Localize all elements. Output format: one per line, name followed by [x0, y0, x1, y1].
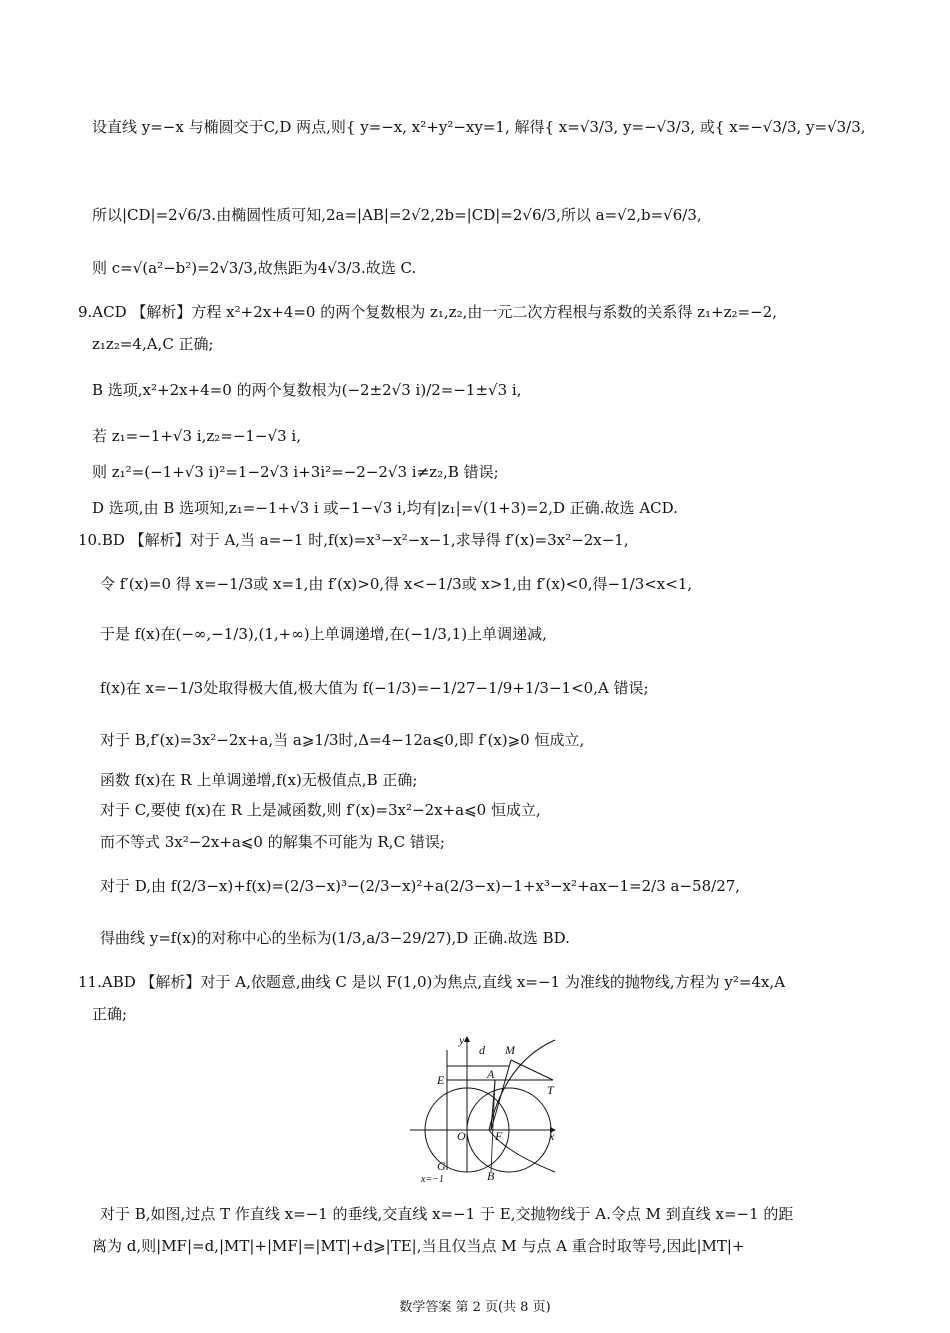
text-line-19: 得曲线 y=f(x)的对称中心的坐标为(1/3,a/3−29/27),D 正确.故选 BD. [100, 929, 570, 947]
text-line-5: z₁z₂=4,A,C 正确; [92, 335, 214, 353]
text-line-14: 对于 B,f′(x)=3x²−2x+a,当 a⩾1/3时,Δ=4−12a⩽0,即 f′(x)⩾0 恒成立, [100, 731, 585, 749]
text-line-22: 对于 B,如图,过点 T 作直线 x=−1 的垂线,交直线 x=−1 于 E,交抛物线于 A.令点 M 到直线 x=−1 的距 [100, 1205, 794, 1223]
label-d: d [479, 1043, 485, 1057]
page-footer: 数学答案 第 2 页(共 8 页) [399, 1300, 551, 1315]
label-T: T [547, 1083, 554, 1097]
text-line-7: 若 z₁=−1+√3 i,z₂=−1−√3 i, [92, 427, 301, 445]
text-line-21: 正确; [92, 1005, 128, 1023]
text-line-13: f(x)在 x=−1/3处取得极大值,极大值为 f(−1/3)=−1/27−1/9+1/3−1<0,A 错误; [100, 679, 649, 697]
label-x: x [549, 1129, 555, 1143]
text-line-6: B 选项,x²+2x+4=0 的两个复数根为(−2±2√3 i)/2=−1±√3 i, [92, 381, 522, 399]
text-line-16: 对于 C,要使 f(x)在 R 上是减函数,则 f′(x)=3x²−2x+a⩽0 恒成立, [100, 801, 541, 819]
text-line-4: 9.ACD 【解析】方程 x²+2x+4=0 的两个复数根为 z₁,z₂,由一元二次方程根与系数的关系得 z₁+z₂=−2, [78, 303, 777, 321]
text-line-23: 离为 d,则|MF|=d,|MT|+|MF|=|MT|+d⩾|TE|,当且仅当点 M 与点 A 重合时取等号,因此|MT|+ [92, 1237, 745, 1255]
text-line-11: 令 f′(x)=0 得 x=−1/3或 x=1,由 f′(x)>0,得 x<−1/3或 x>1,由 f′(x)<0,得−1/3<x<1, [100, 575, 693, 593]
label-A: A [487, 1067, 495, 1081]
label-O: O [457, 1129, 466, 1143]
text-line-17: 而不等式 3x²−2x+a⩽0 的解集不可能为 R,C 错误; [100, 833, 445, 851]
text-line-1: 设直线 y=−x 与椭圆交于C,D 两点,则{ y=−x, x²+y²−xy=1, 解得{ x=√3/3, y=−√3/3, 或{ x=−√3/3, y=√3/3, [92, 118, 866, 136]
label-y: y [459, 1033, 465, 1047]
label-M: M [505, 1043, 515, 1057]
text-line-15: 函数 f(x)在 R 上单调递增,f(x)无极值点,B 正确; [100, 771, 418, 789]
text-line-20: 11.ABD 【解析】对于 A,依题意,曲线 C 是以 F(1,0)为焦点,直线 x=−1 为准线的抛物线,方程为 y²=4x,A [78, 973, 786, 991]
text-line-9: D 选项,由 B 选项知,z₁=−1+√3 i 或−1−√3 i,均有|z₁|=√(1+3)=2,D 正确.故选 ACD. [92, 499, 678, 517]
label-F: F [495, 1129, 503, 1143]
text-line-18: 对于 D,由 f(2/3−x)+f(x)=(2/3−x)³−(2/3−x)²+a(2/3−x)−1+x³−x²+ax−1=2/3 a−58/27, [100, 877, 741, 895]
text-line-3: 则 c=√(a²−b²)=2√3/3,故焦距为4√3/3.故选 C. [92, 259, 417, 277]
parabola-circle-figure [405, 1032, 565, 1182]
label-G: G [437, 1159, 446, 1173]
line-MT [511, 1060, 553, 1080]
label-x-eq-minus-1: x=−1 [421, 1174, 444, 1182]
text-line-12: 于是 f(x)在(−∞,−1/3),(1,+∞)上单调递增,在(−1/3,1)上单调递减, [100, 625, 547, 643]
text-line-10: 10.BD 【解析】对于 A,当 a=−1 时,f(x)=x³−x²−x−1,求导得 f′(x)=3x²−2x−1, [78, 531, 629, 549]
text-line-8: 则 z₁²=(−1+√3 i)²=1−2√3 i+3i²=−2−2√3 i≠z₂,B 错误; [92, 463, 499, 481]
label-B: B [487, 1169, 495, 1182]
label-E: E [437, 1073, 445, 1087]
text-line-2: 所以|CD|=2√6/3.由椭圆性质可知,2a=|AB|=2√2,2b=|CD|=2√6/3,所以 a=√2,b=√6/3, [92, 206, 702, 224]
